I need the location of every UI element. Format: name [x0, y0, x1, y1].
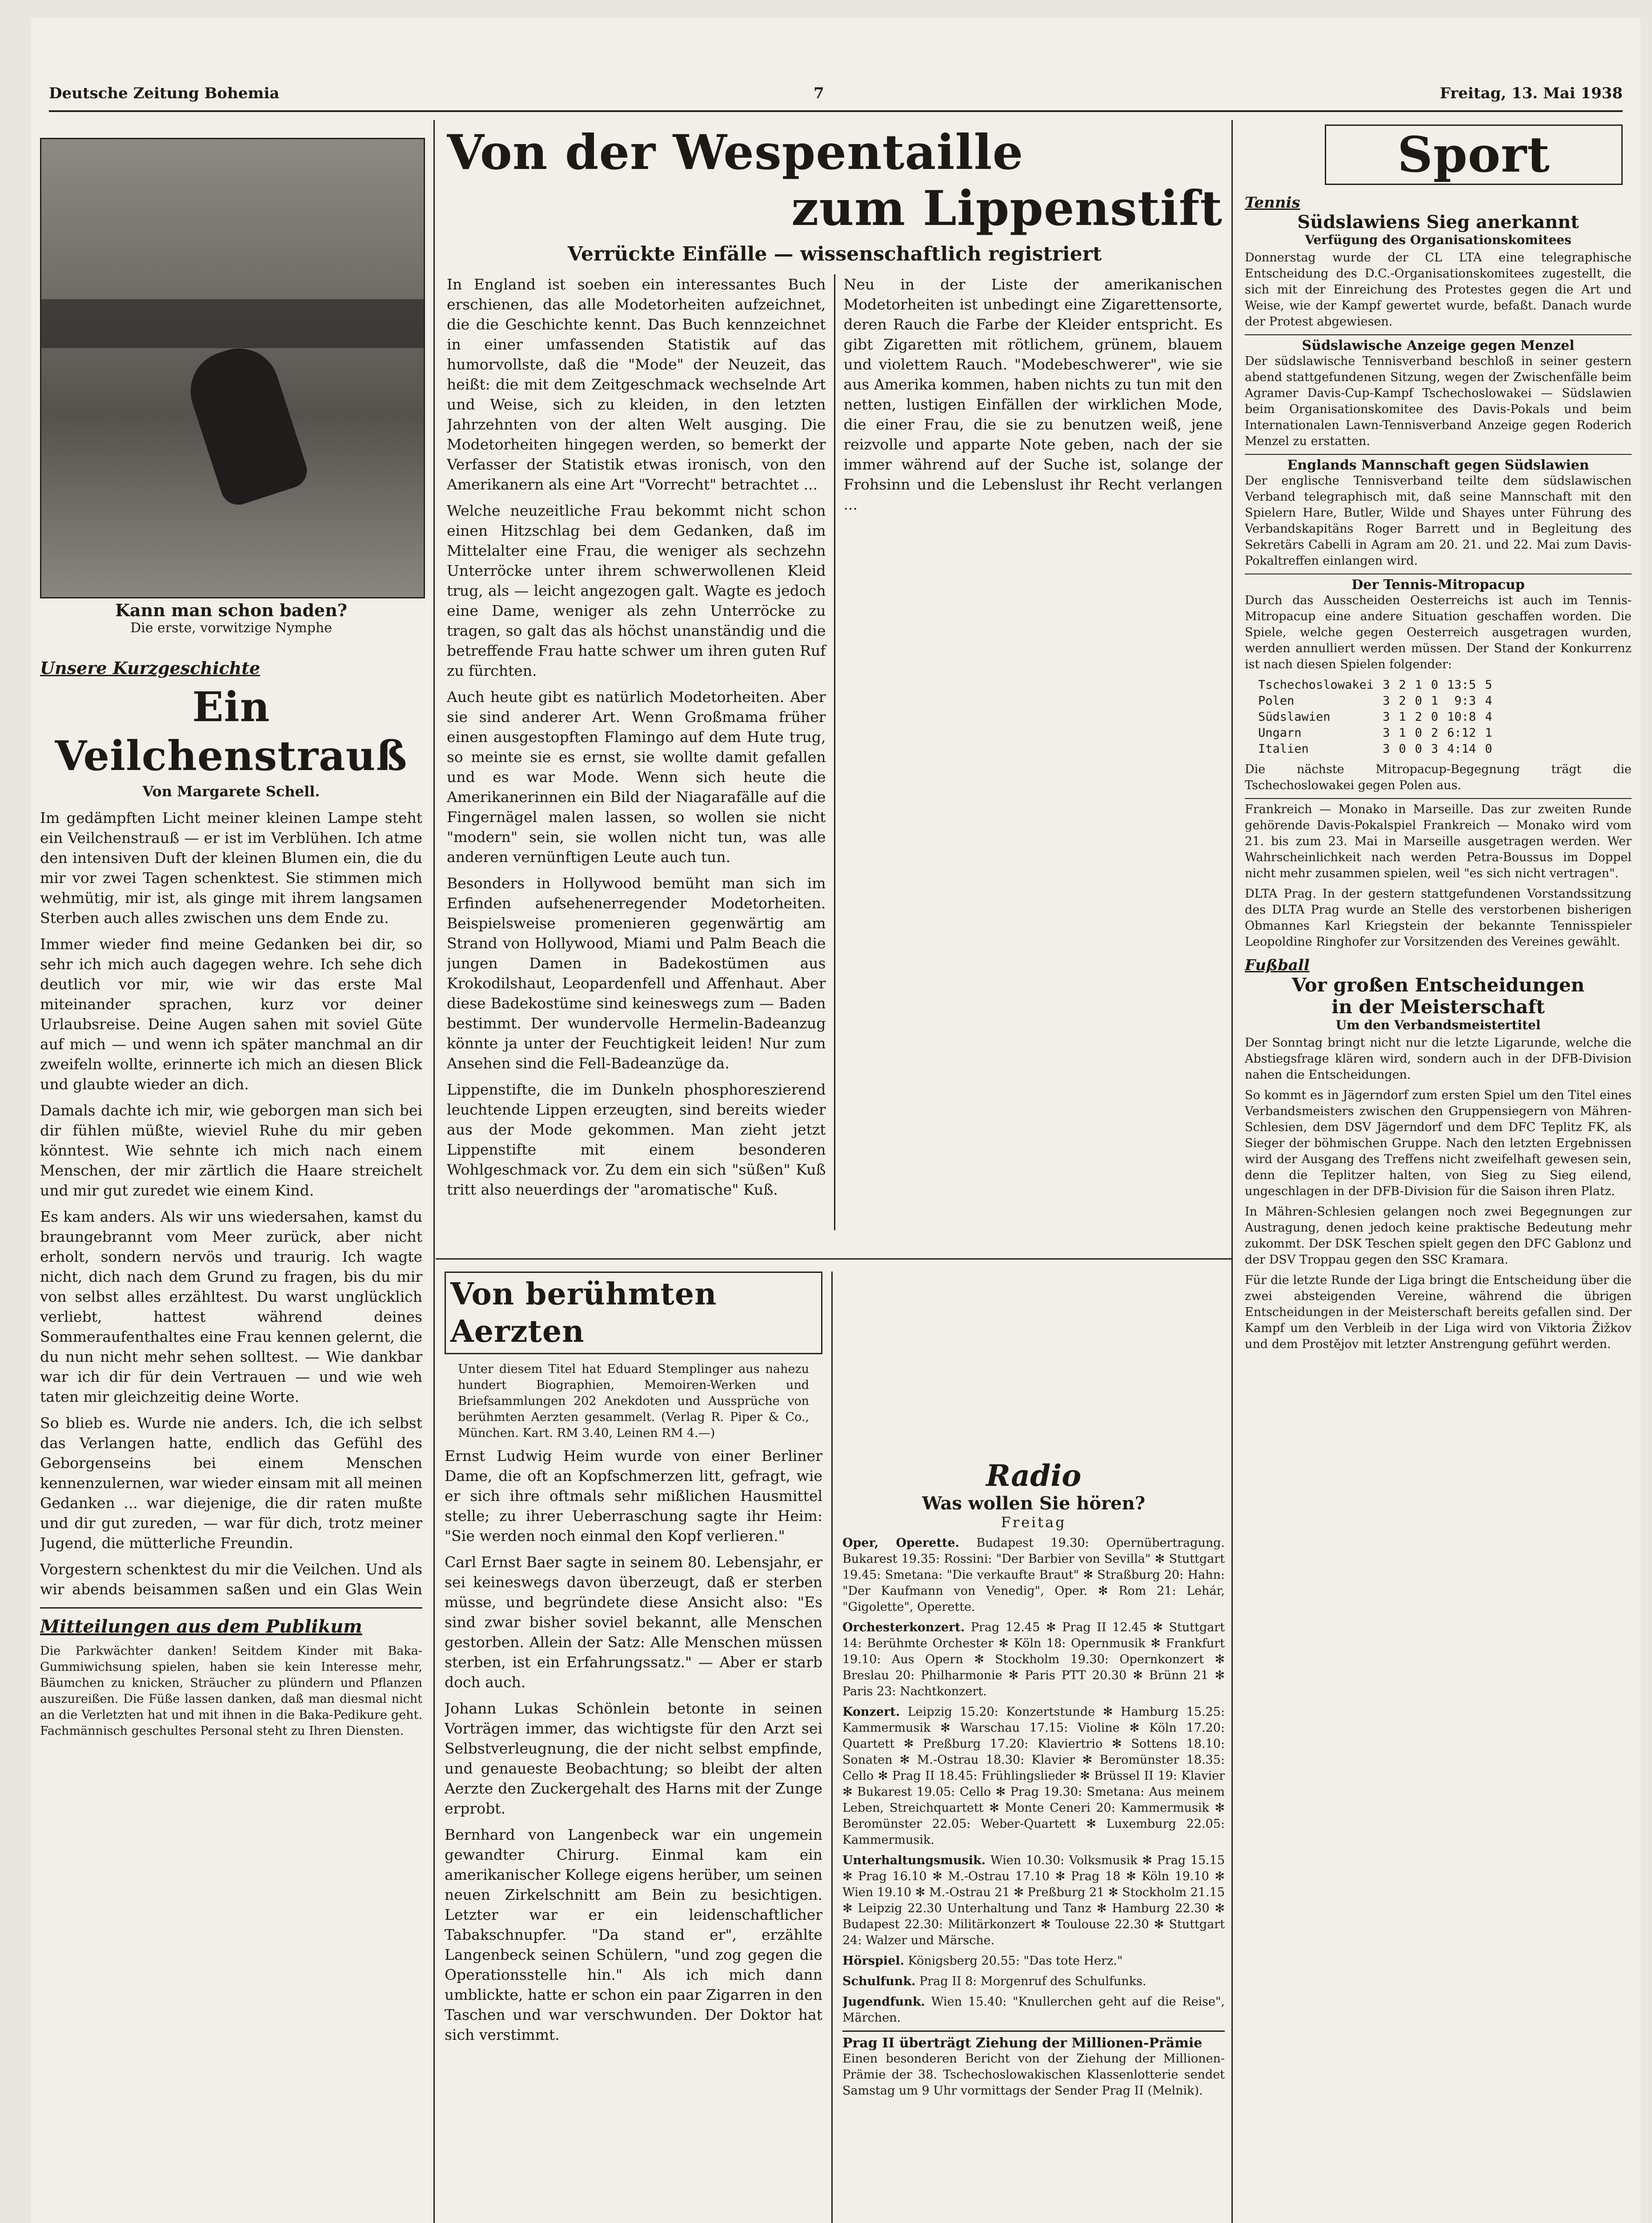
standings-cell: 4:14	[1447, 742, 1476, 756]
wasp-paragraph: Lippenstifte, die im Dunkeln phosphoreszierend leuchtende Lippen erzeugten, sind bereits wieder aus der Mode gekommen. Man zieht jetzt Lippenstifte mit einem besonderen Wohlgeschmack vor. Zu dem ein sich "süßen" Kuß tritt also neuerdings der "aromatische" Kuß.	[447, 1081, 826, 1198]
section-rule	[40, 1607, 422, 1609]
standings-team: Italien	[1258, 742, 1309, 756]
standings-cell: 2	[1431, 726, 1439, 740]
standings-cell: 2	[1399, 694, 1406, 708]
radio-item-text: Wien 15.40: "Knullerchen geht auf die Reise", Märchen.	[842, 1995, 1225, 2025]
header-rule	[49, 110, 1623, 112]
standings-cell: 0	[1415, 742, 1422, 756]
football-paragraph: Für die letzte Runde der Liga bringt die Entscheidung über die zwei absteigenden Vereine, während die übrigen Entscheidungen in der Meisterschaft bereits gefallen sind. Der Kampf um den Verbleib in der Liga wird von Viktoria Žižkov und dem Prostějov mit letzter Anstrengung geführt werden.	[1245, 1273, 1632, 1351]
wasp-title-line-1: Von der Wespentaille	[447, 124, 1024, 181]
radio-item-label: Unterhaltungsmusik.	[842, 1854, 986, 1867]
football-head-2: in der Meisterschaft	[1331, 996, 1545, 1018]
radio-item-text: Königsberg 20.55: "Das tote Herz."	[908, 1954, 1123, 1968]
radio-item	[842, 1535, 1225, 1615]
standings-cell: 1	[1415, 678, 1422, 692]
standings-team: Polen	[1258, 694, 1295, 708]
england-head: Englands Mannschaft gegen Südslawien	[1245, 454, 1632, 473]
radio-item-text: Budapest 19.30: Opernübertragung. Bukarest 19.35: Rossini: "Der Barbier von Sevilla" ✻ Stuttgart 19.45: Smetana: "Die verkaufte Braut" ✻ Straßburg 20: Hahn: "Der Kaufmann von Venedig", Oper. ✻ Rom 21: Lehár, "Gigolette", Operette.	[842, 1536, 1225, 1614]
standings-cell: 0	[1415, 694, 1422, 708]
football-kicker: Fußball	[1245, 956, 1310, 974]
radio-item	[842, 1620, 1225, 1700]
standings-team: Tschechoslowakei	[1258, 678, 1374, 692]
menzel-text: Der südslawische Tennisverband beschloß in seiner gestern abend stattgefundenen Sitzung, wegen der Zwischenfälle beim Agramer Davis-Cup-Kampf Tschechoslowakei — Südslawien beim Organisationskomitee des Davis-Pokals und beim Internationalen Lawn-Tennisverband Anzeige gegen Roderich Menzel zu erstatten.	[1245, 354, 1632, 448]
standings-cell: 0	[1431, 710, 1439, 724]
radio-item-label: Oper, Operette.	[842, 1536, 959, 1550]
standings-cell: 0	[1399, 742, 1406, 756]
lottery-head: Prag II überträgt Ziehung der Millionen-Prämie	[842, 2035, 1203, 2051]
standings-cell: 9:3	[1454, 694, 1476, 708]
doctors-title: Von berühmten Aerzten	[445, 1272, 822, 1354]
football-paragraph: In Mähren-Schlesien gelangen noch zwei Begegnungen zur Austragung, denen jedoch keine praktische Bedeutung mehr zukommt. Der DSK Teschen spielt gegen den DFC Gablonz und der DSV Troppau gegen den SSC Kramara.	[1245, 1205, 1632, 1267]
letters-text: Die Parkwächter danken! Seitdem Kinder mit Baka-Gummiwichsung spielen, haben sie kein Interesse mehr, Bäumchen zu knicken, Sträucher zu plündern und Pflanzen auszureißen. Die Füße lassen danken, daß man diesmal nicht an die Verletzten hat und mit ihnen in die Baka-Pedikure geht. Fachmännisch geschultes Personal steht zu Ihren Diensten.	[40, 1644, 422, 1738]
photo-caption	[40, 600, 422, 636]
football-head-1: Vor großen Entscheidungen	[1291, 974, 1585, 996]
doctors-intro: Unter diesem Titel hat Eduard Stemplinger aus nahezu hundert Biographien, Memoiren-Werken und Briefsammlungen 202 Anekdoten und Aussprüche von berühmten Aerzten gesammelt. (Verlag R. Piper & Co., München. Kart. RM 3.40, Leinen RM 4.—)	[458, 1362, 809, 1440]
standings-row	[1254, 677, 1496, 693]
caption-title: Kann man schon baden?	[115, 600, 348, 620]
story-paragraph: So blieb es. Wurde nie anders. Ich, die ich selbst das Verlangen hatte, endlich das Gefühl des Geborgenseins bei einem Menschen kennenzulernen, war wieder einsam mit all meinen Gedanken ... war diejenige, die dir raten mußte und dir gut zureden, — war für dich, trotz meiner Jugend, die mütterliche Freundin.	[40, 1414, 422, 1552]
standings-cell: 3	[1383, 742, 1390, 756]
nymph-figure	[180, 338, 311, 509]
story-title: Ein Veilchenstrauß	[55, 683, 408, 780]
radio-subtitle: Was wollen Sie hören?	[922, 1493, 1146, 1514]
doctors-paragraph: Bernhard von Langenbeck war ein ungemein gewandter Chirurg. Einmal kam ein amerikanischer Kollege eigens herüber, um seinen neuen Zirkelschnitt am Bein zu besichtigen. Letzter war er ein leidenschaftlicher Tabakschnupfer. "Da stand er", erzählte Langenbeck seinen Schülern, "und zog gegen die Operationsstelle hin." Als ich mich dann umblickte, hatte er schon ein paar Zigarren in den Taschen und war verschwunden. Der Doktor hat sich verstimmt.	[445, 1826, 822, 2043]
radio-section	[842, 1272, 1225, 2223]
radio-title: Radio	[986, 1458, 1082, 1493]
tennis-kicker: Tennis	[1245, 194, 1300, 212]
sport-section	[1245, 124, 1632, 2223]
england-text: Der englische Tennisverband teilte dem südslawischen Verband telegraphisch mit, daß seine Mannschaft mit den Spielern Hare, Butler, Wilde und Shayes unter Führung des Verbandskapitäns Roger Barrett und in Begleitung des Sekretärs Cabelli in Agram am 20. 21. und 22. Mai zum Davis-Pokaltreffen einlangen wird.	[1245, 474, 1632, 568]
standings-cell: 1	[1485, 726, 1492, 740]
standings-row	[1254, 741, 1496, 757]
short-story	[40, 658, 422, 1601]
radio-item-text: Wien 10.30: Volksmusik ✻ Prag 15.15 ✻ Prag 16.10 ✻ M.-Ostrau 17.10 ✻ Prag 18 ✻ Köln 19.10 ✻ Wien 19.10 ✻ M.-Ostrau 21 ✻ Preßburg 21 ✻ Stockholm 21.15 ✻ Leipzig 22.30 Unterhaltung und Tanz ✻ Hamburg 22.30 ✻ Budapest 22.30: Militärkonzert ✻ Toulouse 22.30 ✻ Stuttgart 24: Walzer und Märsche.	[842, 1854, 1225, 1947]
radio-day: Freitag	[1001, 1514, 1067, 1531]
story-paragraph: Im gedämpften Licht meiner kleinen Lampe steht ein Veilchenstrauß — er ist im Verblühen. Ich atme den intensiven Duft der kleinen Blumen ein, die du mir vor zwei Tagen schenktest. Sie stimmen mich wehmütig, mir ist, als ginge mit ihrem langsamen Sterben auch alles zwischen uns dem Ende zu.	[40, 809, 422, 927]
letters-section	[40, 1616, 422, 2223]
standings-cell: 5	[1485, 678, 1492, 692]
standings-cell: 13:5	[1447, 678, 1476, 692]
story-paragraph: Es kam anders. Als wir uns wiedersahen, kamst du braungebrannt vom Meer zurück, aber nicht erholt, sondern nervös und traurig. Ich wagte nicht, dich nach dem Grund zu fragen, bis du mir von selbst alles erzähltest. Du warst unglücklich verliebt, hattest während deines Sommeraufenthaltes eine Frau kennen gelernt, die du nun nicht mehr sehen solltest. — Wie dankbar war ich dir für dein Vertrauen — und wie weh taten mir gleichzeitig deine Worte.	[40, 1208, 422, 1405]
radio-item-text: Prag 12.45 ✻ Prag II 12.45 ✻ Stuttgart 14: Berühmte Orchester ✻ Köln 18: Opernmusik ✻ Frankfurt 19.10: Aus Opern ✻ Stockholm 19.30: Opernkonzert ✻ Breslau 20: Philharmonie ✻ Paris PTT 20.30 ✻ Brünn 21 ✻ Paris 23: Nachtkonzert.	[842, 1621, 1225, 1698]
radio-item	[842, 1853, 1225, 1949]
standings-cell: 1	[1431, 694, 1439, 708]
standings-table	[1254, 677, 1496, 757]
standings-cell: 3	[1431, 742, 1439, 756]
wasp-title-line-2: zum Lippenstift	[791, 181, 1223, 237]
wasp-paragraph: Besonders in Hollywood bemüht man sich im Erfinden aufsehenerregender Modetorheiten. Beispielsweise promenieren gegenwärtig am Strand von Hollywood, Miami und Palm Beach die jungen Damen in Badekostümen aus Krokodilshaut, Leopardenfell und Affenhaut. Aber diese Badekostüme sind keineswegs zum — Baden bestimmt. Der wundervolle Hermelin-Badeanzug könnte ja unter der Feuchtigkeit leiden! Nur zum Ansehen sind die Fell-Badeanzüge da.	[447, 875, 826, 1072]
mitropa-head: Der Tennis-Mitropacup	[1245, 574, 1632, 593]
standings-cell: 0	[1415, 726, 1422, 740]
masthead-date: Freitag, 13. Mai 1938	[1439, 84, 1623, 102]
radio-item-label: Konzert.	[842, 1705, 900, 1719]
standings-cell: 3	[1383, 710, 1390, 724]
wasp-subtitle: Verrückte Einfälle — wissenschaftlich registriert	[567, 243, 1102, 265]
column-rule	[831, 1272, 833, 2223]
standings-cell: 3	[1383, 694, 1390, 708]
yugo-sub: Verfügung des Organisationskomitees	[1305, 233, 1572, 247]
lottery-notice	[842, 2030, 1225, 2099]
doctors-paragraph: Johann Lukas Schönlein betonte in seinen Vorträgen immer, das wichtigste für den Arzt sei Selbstverleugnung, die der nicht selbst empfinde, und genaueste Beobachtung; so bleibt der alten Aerzte den Zuckergehalt des Harns mit der Zunge erprobt.	[445, 1700, 822, 1817]
story-paragraph: Immer wieder find meine Gedanken bei dir, so sehr ich mich auch dagegen wehre. Ich sehe dich deutlich vor mir, wie wir das erste Mal miteinander sprachen, kurz vor deiner Urlaubsreise. Deine Augen sahen mit soviel Güte auf mich — und wenn ich später manchmal an dir zweifeln wollte, erinnerte ich mich an diesen Blick und glaubte wieder an dich.	[40, 935, 422, 1093]
standings-row	[1254, 725, 1496, 741]
newspaper-page	[31, 18, 1640, 2223]
yugo-text: Donnerstag wurde der CL LTA eine telegraphische Entscheidung des D.C.-Organisationskomitees zugestellt, die sich mit der Einreichung des Protestes gegen die Art und Weise, wie der Kampf gewertet wurde, befaßt. Danach wurde der Protest abgewiesen.	[1245, 251, 1632, 329]
standings-team: Ungarn	[1258, 726, 1302, 740]
column-rule	[433, 120, 435, 2223]
column-rule	[1231, 120, 1233, 2223]
lottery-text: Einen besonderen Bericht von der Ziehung der Millionen-Prämie der 38. Tschechoslowakischen Klassenlotterie sendet Samstag um 9 Uhr vormittags der Sender Prag II (Melnik).	[842, 2052, 1225, 2098]
section-rule	[436, 1258, 1231, 1260]
radio-item-label: Jugendfunk.	[842, 1995, 925, 2009]
doctors-paragraph: Carl Ernst Baer sagte in seinem 80. Lebensjahr, er sei keineswegs davon überzeugt, daß er sterben müsse, und begründete diese Ansicht also: "Es sind zwar bisher soviel bekannt, alle Menschen gestorben. Allein der Satz: Alle Menschen müssen sterben, ist ein Erfahrungssatz." — Aber er starb doch auch.	[445, 1553, 822, 1691]
wasp-paragraph: In England ist soeben ein interessantes Buch erschienen, das alle Modetorheiten aufzeichnet, die die Geschichte kennt. Das Buch kennzeichnet in einer umfassenden Statistik auf das humorvollste, daß die "Mode" der Neuzeit, das heißt: die mit dem Zeitgeschmack wechselnde Art und Weise, sich zu kleiden, in den letzten Jahrzehnten von der alten Welt ausging. Die Modetorheiten hingegen werden, so bemerkt der Verfasser der Statistik etwas ironisch, von den Amerikanern als eine Art "Vorrecht" betrachtet ...	[447, 276, 826, 493]
radio-item	[842, 1994, 1225, 2026]
radio-item	[842, 1953, 1225, 1969]
story-paragraph: Vorgestern schenktest du mir die Veilchen. Und als wir abends beisammen saßen und ein Glas Wein	[40, 1561, 422, 1598]
standings-cell: 0	[1485, 742, 1492, 756]
radio-item-label: Schulfunk.	[842, 1974, 916, 1988]
football-paragraph: So kommt es in Jägerndorf zum ersten Spiel um den Titel eines Verbandsmeisters zwischen den Gruppensiegern von Mähren-Schlesien, dem DSV Jägerndorf und dem DFC Teplitz FK, als Sieger der böhmischen Gruppe. Nach den letzten Ergebnissen wird der Ausgang des Treffens nicht zweifelhaft gewesen sein, denn die Teplitzer halten, von Sieg zu Sieg eilend, ungeschlagen in der DFB-Division für die Saison ihren Platz.	[1245, 1088, 1632, 1198]
sport-title: Sport	[1325, 124, 1623, 185]
standings-row	[1254, 693, 1496, 709]
radio-item-label: Orchesterkonzert.	[842, 1621, 965, 1634]
page-number: 7	[814, 84, 824, 102]
standings-cell: 0	[1431, 678, 1439, 692]
letters-title: Mitteilungen aus dem Publikum	[40, 1616, 362, 1637]
standings-cell: 3	[1383, 678, 1390, 692]
standings-cell: 3	[1383, 726, 1390, 740]
masthead-paper-name: Deutsche Zeitung Bohemia	[49, 84, 280, 102]
standings-row	[1254, 709, 1496, 725]
caption-subtitle: Die erste, vorwitzige Nymphe	[130, 620, 332, 636]
wasp-paragraph: Auch heute gibt es natürlich Modetorheiten. Aber sie sind anderer Art. Wenn Großmama früher einen ausgestopften Flamingo auf dem Hute trug, so meinte sie es ernst, sie wollte damit gefallen und es war Mode. Wenn sich heute die Amerikanerinnen ein Bild der Niagarafälle auf die Fingernägel malen lassen, so wollen sie nicht "modern" sein, sie wollen nicht tun, was alle anderen vernünftigen Leute auch tun.	[447, 688, 826, 866]
football-paragraph: Der Sonntag bringt nicht nur die letzte Ligarunde, welche die Abstiegsfrage klären wird, sondern auch in der DFB-Division nahen die Entscheidungen.	[1245, 1036, 1632, 1082]
standings-cell: 10:8	[1447, 710, 1476, 724]
yugo-head: Südslawiens Sieg anerkannt	[1297, 212, 1579, 233]
standings-cell: 1	[1399, 726, 1406, 740]
story-kicker: Unsere Kurzgeschichte	[40, 658, 261, 678]
radio-item	[842, 1974, 1225, 1990]
standings-cell: 1	[1399, 710, 1406, 724]
radio-item-text: Prag II 8: Morgenruf des Schulfunks.	[919, 1974, 1147, 1988]
wasp-paragraph: Welche neuzeitliche Frau bekommt nicht schon einen Hitzschlag bei dem Gedanken, daß im Mittelalter eine Frau, die weniger als sechzehn Unterröcke unter ihrem schwerwollenen Kleid trug, als — leicht angezogen galt. Wagte es jedoch eine Dame, weniger als zehn Unterröcke zu tragen, so galt das als höchst unanständig und die betreffende Frau hatte schwer um ihren guten Ruf zu fürchten.	[447, 502, 826, 679]
bathing-photo	[40, 138, 425, 598]
wasp-article	[447, 124, 1223, 1249]
football-sub: Um den Verbandsmeistertitel	[1335, 1018, 1541, 1032]
wasp-body	[447, 274, 1223, 1230]
doctors-paragraph: Ernst Ludwig Heim wurde von einer Berliner Dame, die oft an Kopfschmerzen litt, gefragt, wie er sich ihre oftmals sehr mißlichen Hausmittel stelle; zu ihrer Ueberraschung sagte ihr Heim: "Sie werden noch einmal den Kopf verlieren."	[445, 1447, 822, 1545]
doctors-article	[445, 1272, 822, 2223]
standings-cell: 2	[1415, 710, 1422, 724]
standings-cell: 4	[1485, 710, 1492, 724]
france-text: Frankreich — Monako in Marseille. Das zur zweiten Runde gehörende Davis-Pokalspiel Frankreich — Monako wird vom 21. bis zum 23. Mai in Marseille ausgetragen werden. Wer Wahrscheinlichkeit nach werden Petra-Boussus im Doppel nicht mehr zusammen spielen, weil "es sich nicht vertragen".	[1245, 798, 1632, 882]
standings-body	[1254, 677, 1496, 757]
standings-cell: 2	[1399, 678, 1406, 692]
wasp-paragraph: Neu in der Liste der amerikanischen Modetorheiten ist unbedingt eine Zigarettensorte, deren Rauch die Farbe der Kleider entspricht. Es gibt Zigaretten mit rötlichem, grünem, blauem und violettem Rauch. "Modebeschwerer", wie sie aus Amerika kommen, haben nichts zu tun mit den netten, lustigen Einfällen der wirklichen Mode, die einer Frau, die sie zu benutzen weiß, jene reizvolle und apparte Note geben, nach der sie immer während auf der Suche ist, solange der Frohsinn und die Lebenslust ihr Recht verlangen ...	[843, 276, 1223, 513]
story-byline: Von Margarete Schell.	[142, 783, 320, 800]
standings-cell: 6:12	[1447, 726, 1476, 740]
mitropa-after: Die nächste Mitropacup-Begegnung trägt die Tschechoslowakei gegen Polen aus.	[1245, 762, 1632, 792]
radio-item-text: Leipzig 15.20: Konzertstunde ✻ Hamburg 15.25: Kammermusik ✻ Warschau 17.15: Violine ✻ Köln 17.20: Quartett ✻ Preßburg 17.20: Klaviertrio ✻ Sottens 18.10: Sonaten ✻ M.-Ostrau 18.30: Klavier ✻ Beromünster 18.35: Cello ✻ Prag II 18.45: Frühlingslieder ✻ Brüssel II 19: Klavier ✻ Bukarest 19.05: Cello ✻ Prag 19.30: Smetana: Aus meinem Leben, Streichquartett ✻ Monte Ceneri 20: Kammermusik ✻ Beromünster 22.05: Weber-Quartett ✻ Luxemburg 22.05: Kammermusik.	[842, 1705, 1225, 1847]
menzel-head: Südslawische Anzeige gegen Menzel	[1245, 334, 1632, 353]
dlta-text: DLTA Prag. In der gestern stattgefundenen Vorstandssitzung des DLTA Prag wurde an Stelle des verstorbenen bisherigen Obmannes Karl Kriegstein der bekannte Tennisspieler Leopoldine Ringhofer zur Vorsitzenden des Vereines gewählt.	[1245, 887, 1632, 949]
standings-cell: 4	[1485, 694, 1492, 708]
story-paragraph: Damals dachte ich mir, wie geborgen man sich bei dir fühlen müßte, wieviel Ruhe du mir geben könntest. Wie sehnte ich mich nach einem Menschen, der mir zärtlich die Haare streichelt und mir gut zuredet wie einem Kind.	[40, 1102, 422, 1199]
standings-team: Südslawien	[1258, 710, 1331, 724]
mitropa-text: Durch das Ausscheiden Oesterreichs ist auch im Tennis-Mitropacup eine andere Situation geschaffen worden. Die Spiele, welche gegen Oesterreich ausgetragen wurden, werden annulliert werden müssen. Der Stand der Konkurrenz ist nach diesen Spielen folgender:	[1245, 594, 1632, 671]
radio-item-label: Hörspiel.	[842, 1954, 904, 1968]
radio-item	[842, 1704, 1225, 1848]
